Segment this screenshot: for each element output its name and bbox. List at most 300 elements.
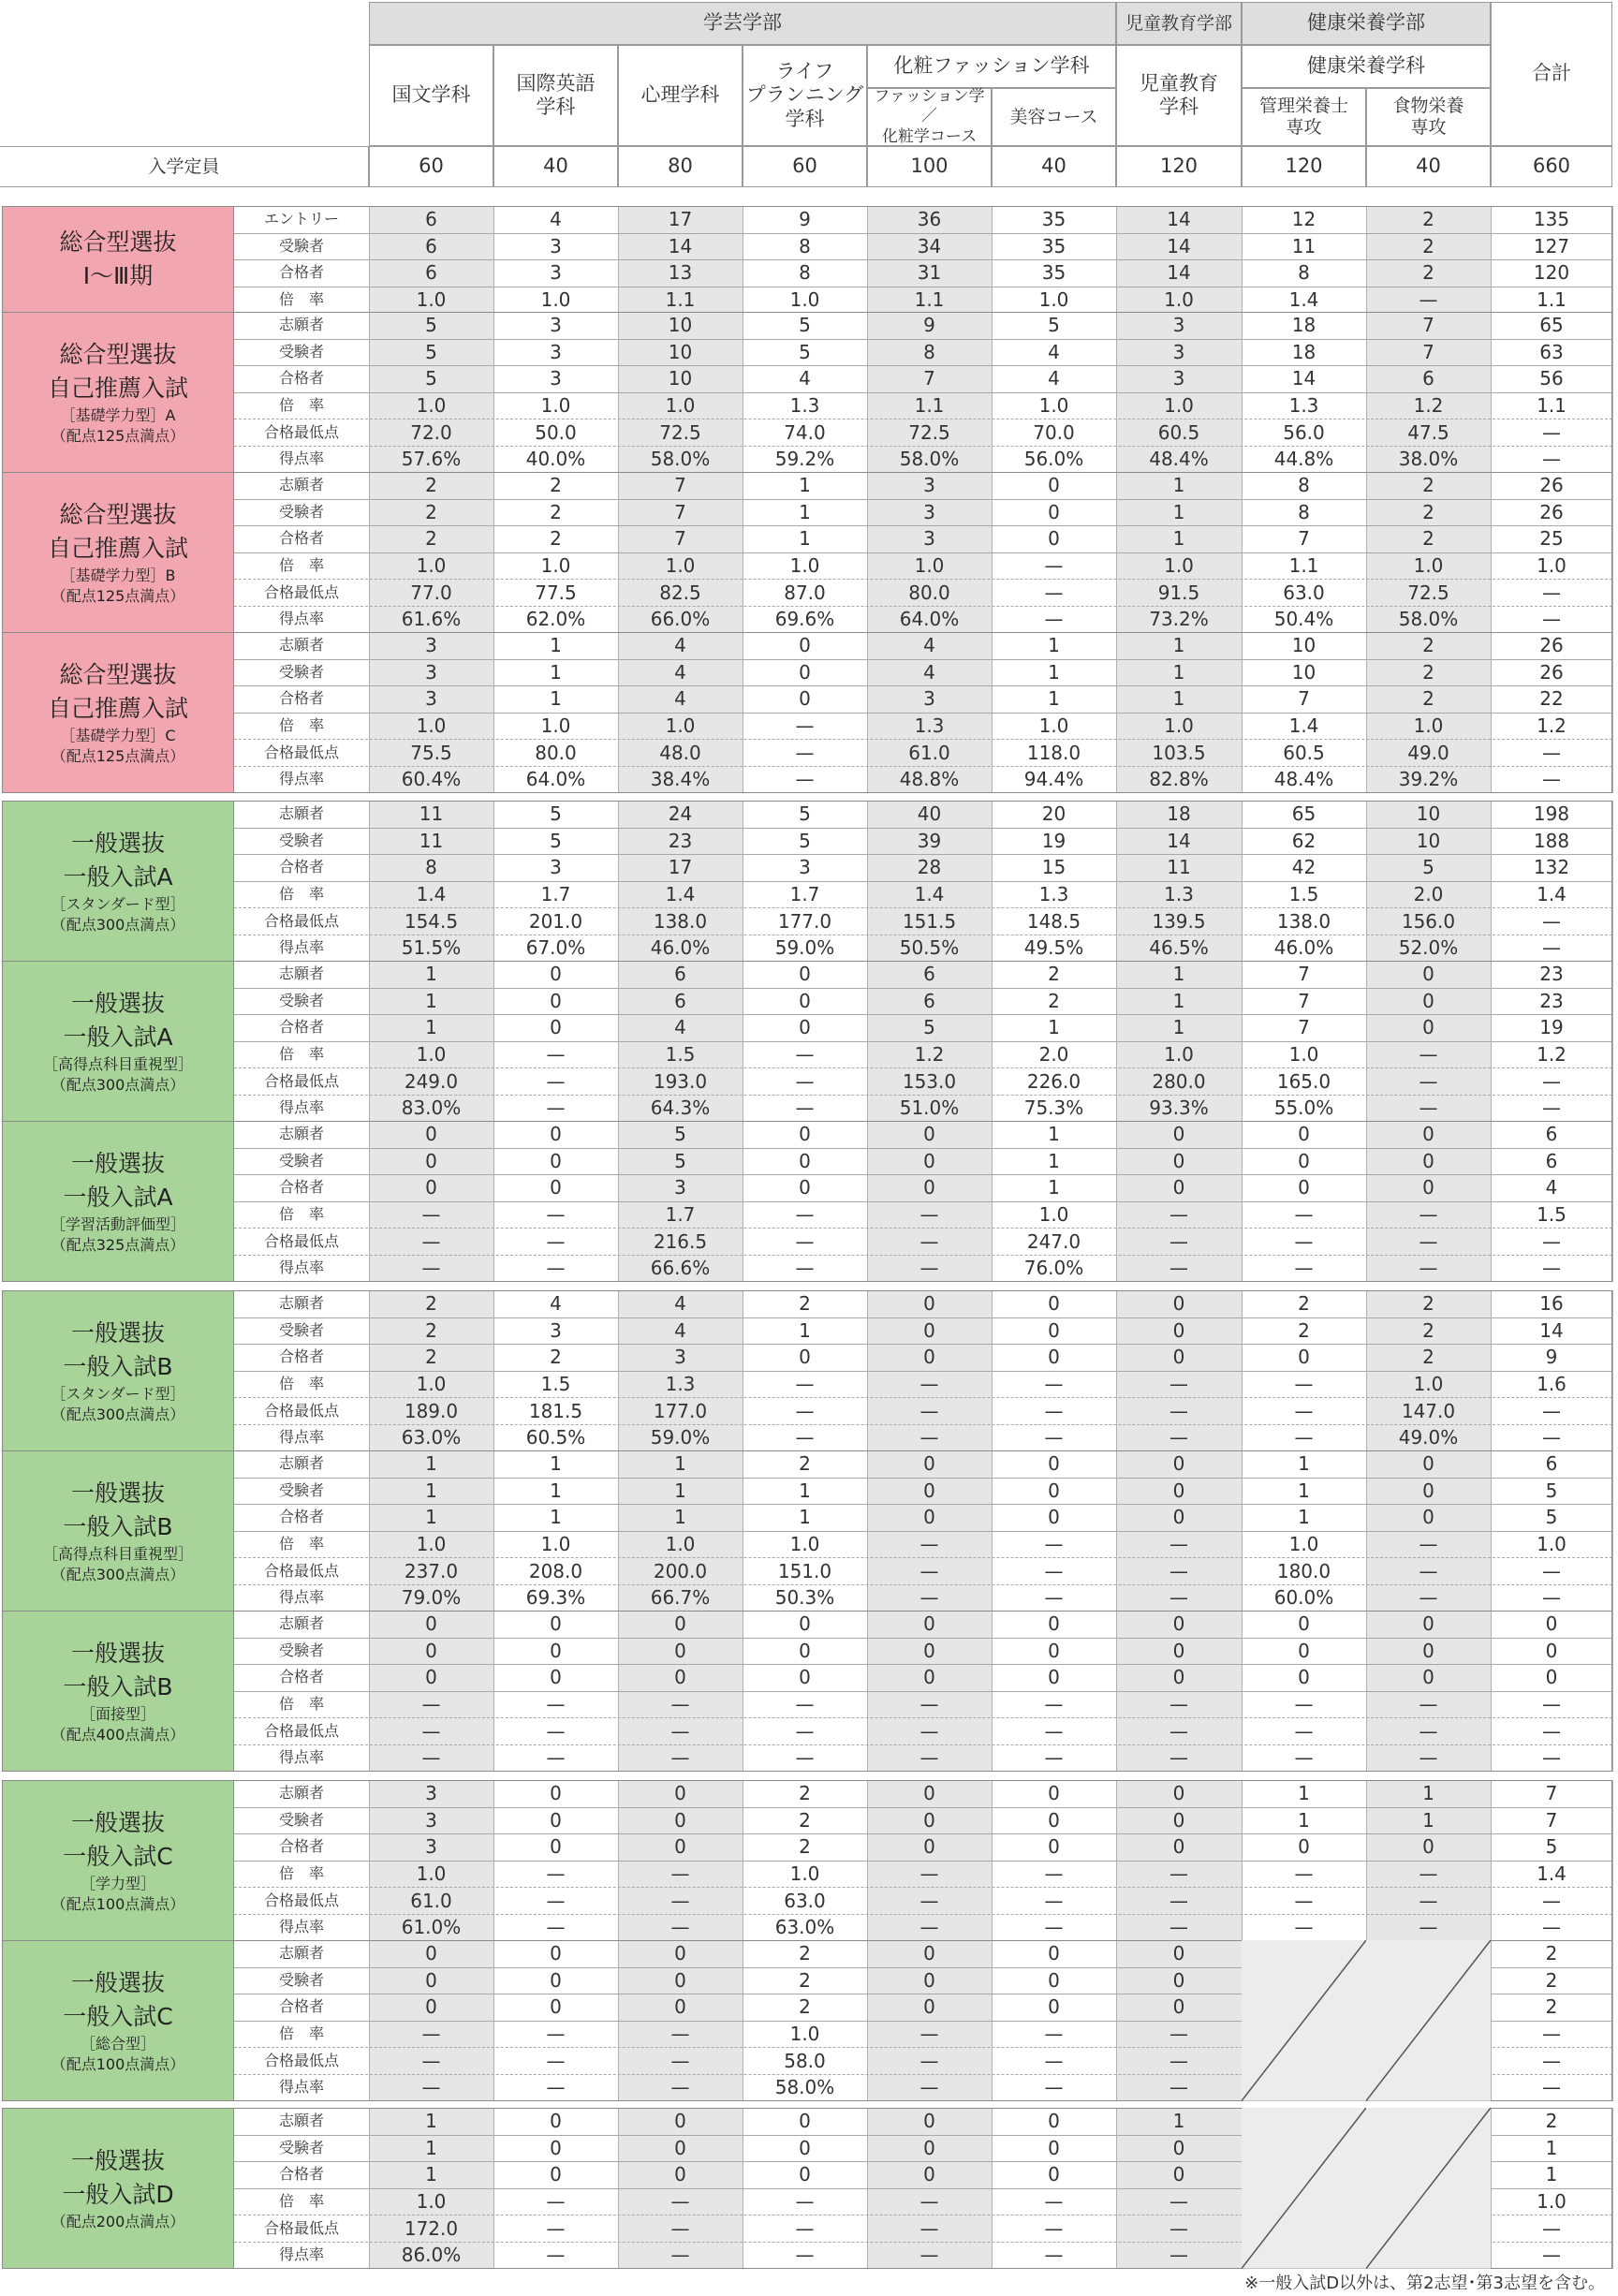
table-cell: 13 bbox=[618, 259, 743, 287]
selection-title: 一般選抜 bbox=[70, 1318, 165, 1347]
table-cell: — bbox=[618, 2021, 743, 2048]
table-cell: — bbox=[1116, 2074, 1242, 2101]
column-divider bbox=[1612, 1611, 1613, 1772]
table-cell: — bbox=[795, 1373, 815, 1396]
table-cell: 72.5 bbox=[867, 419, 992, 446]
column-divider bbox=[1242, 1290, 1243, 1451]
selection-type-2 bbox=[2, 312, 234, 473]
table-cell: 0 bbox=[550, 1782, 562, 1805]
table-cell: — bbox=[1116, 1584, 1242, 1612]
table-cell: 1 bbox=[1116, 2108, 1242, 2135]
table-cell: — bbox=[1294, 1746, 1314, 1770]
row-label: 志願者 bbox=[278, 804, 324, 823]
table-cell: 57.6% bbox=[369, 446, 493, 473]
table-cell: — bbox=[1116, 1744, 1242, 1772]
table-cell: 2 bbox=[1545, 1995, 1558, 2019]
table-cell: 4 bbox=[618, 632, 743, 659]
table-cell: 1 bbox=[1366, 1780, 1491, 1807]
table-cell: 86.0% bbox=[369, 2242, 493, 2269]
row-label: 倍 率 bbox=[278, 716, 324, 735]
table-cell: 0 bbox=[550, 1176, 562, 1200]
not-applicable-slash bbox=[1366, 2108, 1491, 2269]
column-divider bbox=[992, 312, 993, 473]
column-divider bbox=[493, 1121, 494, 1282]
table-cell: — bbox=[546, 1862, 566, 1886]
column-divider bbox=[493, 801, 494, 962]
selection-subtitle: ［基礎学力型］C bbox=[60, 726, 176, 744]
table-cell: 1 bbox=[1298, 1782, 1310, 1805]
table-cell: 1.7 bbox=[540, 883, 571, 906]
table-cell: 0 bbox=[1048, 1346, 1060, 1369]
table-cell: — bbox=[867, 1691, 992, 1718]
table-cell: 1 bbox=[369, 2108, 493, 2135]
table-cell: 35 bbox=[1041, 261, 1066, 285]
table-cell: 208.0 bbox=[528, 1559, 583, 1582]
table-cell: 76.0% bbox=[1023, 1257, 1084, 1280]
column-divider bbox=[493, 472, 494, 633]
table-cell: — bbox=[1116, 1717, 1242, 1744]
row-divider bbox=[234, 499, 1612, 500]
table-cell: 1.7 bbox=[789, 883, 820, 906]
table-cell: 7 bbox=[1298, 963, 1310, 986]
table-cell: 0 bbox=[799, 963, 811, 986]
table-cell: — bbox=[1116, 1228, 1242, 1255]
col-kokusai-eigo: 国際英語 学科 bbox=[493, 45, 618, 146]
table-cell: — bbox=[1044, 1586, 1064, 1610]
selection-subtitle: ［スタンダード型］ bbox=[51, 894, 185, 913]
col-biyou-course: 美容コース bbox=[992, 88, 1116, 146]
table-cell: 1 bbox=[1048, 1149, 1060, 1172]
table-cell: — bbox=[867, 1717, 992, 1744]
table-cell: — bbox=[546, 1746, 566, 1770]
column-divider bbox=[992, 2108, 993, 2269]
table-cell: 50.0 bbox=[535, 420, 577, 444]
table-cell: 172.0 bbox=[369, 2215, 493, 2242]
row-divider bbox=[234, 259, 1612, 260]
table-cell: 1.0 bbox=[369, 2188, 493, 2215]
table-cell: 50.3% bbox=[774, 1586, 835, 1610]
table-cell: 7 bbox=[1545, 1782, 1558, 1805]
table-cell: 1.4 bbox=[1537, 1862, 1567, 1886]
selection-subtitle: （配点125点満点） bbox=[51, 426, 185, 445]
table-cell: 7 bbox=[1366, 339, 1491, 366]
table-cell: 70.0 bbox=[1033, 420, 1075, 444]
table-cell: 9 bbox=[799, 208, 811, 231]
row-label: 合格者 bbox=[278, 858, 324, 876]
table-cell: 247.0 bbox=[1026, 1229, 1081, 1253]
table-cell: 151.5 bbox=[867, 907, 992, 935]
column-divider bbox=[992, 632, 993, 793]
table-cell: 19 bbox=[1041, 829, 1066, 852]
column-divider bbox=[1612, 632, 1613, 793]
table-cell: 5 bbox=[799, 829, 811, 852]
table-cell: 1.0 bbox=[1038, 1203, 1069, 1227]
selection-subtitle: ［基礎学力型］A bbox=[60, 405, 176, 424]
table-cell: — bbox=[1294, 1229, 1314, 1253]
table-cell: 0 bbox=[867, 1664, 992, 1691]
table-cell: 0 bbox=[1116, 1148, 1242, 1175]
table-cell: 51.0% bbox=[867, 1095, 992, 1122]
table-cell: — bbox=[1542, 2244, 1561, 2267]
row-label: 志願者 bbox=[278, 964, 324, 983]
table-cell: 0 bbox=[618, 1611, 743, 1638]
table-cell: 200.0 bbox=[618, 1557, 743, 1584]
table-cell: — bbox=[867, 1557, 992, 1584]
table-cell: 1 bbox=[369, 2135, 493, 2162]
column-divider bbox=[1366, 1121, 1367, 1282]
table-cell: 75.5 bbox=[369, 739, 493, 766]
table-cell: 0 bbox=[550, 989, 562, 1012]
table-cell: 1 bbox=[1298, 1452, 1310, 1476]
selection-subtitle: （配点200点満点） bbox=[51, 2212, 185, 2230]
col-kokubun: 国文学科 bbox=[369, 45, 493, 146]
column-divider bbox=[618, 1940, 619, 2101]
table-cell: 63.0 bbox=[1283, 581, 1325, 604]
table-cell: — bbox=[369, 1691, 493, 1718]
column-divider bbox=[1366, 801, 1367, 962]
table-cell: 156.0 bbox=[1366, 907, 1491, 935]
row-label: 合格最低点 bbox=[263, 582, 339, 601]
table-cell: — bbox=[1294, 1693, 1314, 1716]
selection-type-10 bbox=[2, 1611, 234, 1772]
table-cell: 1.0 bbox=[540, 394, 571, 418]
table-cell: 0 bbox=[1116, 1174, 1242, 1201]
table-cell: 58.0 bbox=[784, 2049, 826, 2072]
selection-title: 一般入試B bbox=[63, 1512, 173, 1540]
table-cell: 1.0 bbox=[789, 2023, 820, 2046]
table-cell: — bbox=[1366, 1201, 1491, 1229]
table-cell: 0 bbox=[799, 2136, 811, 2159]
table-cell: 0 bbox=[799, 1346, 811, 1369]
table-cell: 0 bbox=[1298, 1149, 1310, 1172]
table-cell: — bbox=[1366, 1531, 1491, 1558]
table-cell: 2 bbox=[1366, 472, 1491, 499]
table-cell: 0 bbox=[1048, 2163, 1060, 2186]
table-cell: — bbox=[867, 1255, 992, 1282]
table-cell: — bbox=[1044, 608, 1064, 631]
table-cell: 7 bbox=[1298, 1016, 1310, 1039]
table-cell: 1.1 bbox=[1537, 288, 1567, 312]
row-label: 得点率 bbox=[278, 2245, 324, 2264]
table-cell: — bbox=[546, 1043, 566, 1067]
table-cell: 0 bbox=[867, 2135, 992, 2162]
table-cell: 0 bbox=[1545, 1612, 1558, 1636]
table-cell: 1.4 bbox=[1537, 883, 1567, 906]
table-cell: 1.0 bbox=[369, 1041, 493, 1068]
row-label: 合格者 bbox=[278, 1178, 324, 1197]
table-cell: — bbox=[1044, 1559, 1064, 1582]
table-cell: 17 bbox=[618, 854, 743, 881]
table-cell: 0 bbox=[1048, 2110, 1060, 2133]
selection-title: 一般選抜 bbox=[70, 1479, 165, 1507]
table-cell: 0 bbox=[799, 1123, 811, 1146]
selection-type-11 bbox=[2, 1780, 234, 1941]
table-cell: 6 bbox=[867, 961, 992, 988]
table-cell: 0 bbox=[867, 1807, 992, 1834]
table-cell: 1.0 bbox=[618, 552, 743, 580]
row-divider bbox=[234, 659, 1612, 660]
table-cell: 226.0 bbox=[1026, 1069, 1081, 1093]
table-cell: 63 bbox=[1539, 340, 1564, 363]
footnote: ※一般入試D以外は、第2志望･第3志望を含む。 bbox=[1244, 2274, 1605, 2293]
col-fashion-cosmetic-course: ファッション学／ 化粧学コース bbox=[867, 88, 992, 146]
row-divider bbox=[234, 1478, 1612, 1479]
table-cell: 56.0% bbox=[1023, 448, 1084, 471]
table-cell: — bbox=[1366, 1914, 1491, 1941]
capacity-kanri-eiyoshi: 120 bbox=[1242, 146, 1366, 187]
table-cell: 4 bbox=[618, 1290, 743, 1317]
selection-title: 一般選抜 bbox=[70, 1149, 165, 1177]
column-divider bbox=[867, 961, 868, 1122]
table-cell: 1 bbox=[799, 474, 811, 497]
table-cell: 2 bbox=[799, 1995, 811, 2019]
table-cell: 1.0 bbox=[1038, 394, 1069, 418]
table-cell: 120 bbox=[1533, 261, 1570, 285]
table-cell: 8 bbox=[1298, 500, 1310, 523]
table-cell: — bbox=[1366, 1717, 1491, 1744]
table-cell: — bbox=[1542, 1257, 1561, 1280]
table-cell: 0 bbox=[369, 1174, 493, 1201]
column-divider bbox=[493, 1450, 494, 1612]
table-cell: 0 bbox=[867, 2161, 992, 2188]
table-cell: 0 bbox=[799, 1176, 811, 1200]
table-cell: 59.0% bbox=[774, 936, 835, 960]
column-divider bbox=[1612, 961, 1613, 1122]
table-cell: 0 bbox=[1048, 1506, 1060, 1529]
table-cell: 6 bbox=[618, 961, 743, 988]
capacity-jido-kyoiku: 120 bbox=[1116, 146, 1242, 187]
capacity-shokumotsu-eiyo: 40 bbox=[1366, 146, 1491, 187]
table-cell: — bbox=[1116, 1371, 1242, 1398]
row-label: 合格者 bbox=[278, 263, 324, 282]
col-shinri: 心理学科 bbox=[618, 45, 743, 146]
table-cell: 8 bbox=[1298, 261, 1310, 285]
table-cell: 58.0% bbox=[867, 446, 992, 473]
table-cell: 1 bbox=[1116, 632, 1242, 659]
table-cell: 177.0 bbox=[777, 909, 832, 933]
column-divider bbox=[1366, 1450, 1367, 1612]
table-cell: — bbox=[1542, 2023, 1561, 2046]
column-divider bbox=[1491, 2108, 1492, 2269]
row-divider bbox=[234, 1557, 1612, 1558]
table-cell: 1 bbox=[799, 1479, 811, 1502]
table-cell: 0 bbox=[369, 1148, 493, 1175]
column-divider bbox=[867, 632, 868, 793]
column-divider bbox=[1612, 206, 1613, 313]
table-cell: 0 bbox=[550, 2163, 562, 2186]
col-total: 合計 bbox=[1491, 2, 1612, 146]
table-cell: 2 bbox=[369, 525, 493, 552]
table-cell: 5 bbox=[799, 802, 811, 826]
column-divider bbox=[369, 801, 370, 962]
table-cell: 1.3 bbox=[789, 394, 820, 418]
column-divider bbox=[1116, 1450, 1117, 1612]
table-cell: 39.2% bbox=[1366, 766, 1491, 793]
table-cell: — bbox=[1116, 1397, 1242, 1424]
table-cell: 7 bbox=[1298, 687, 1310, 711]
table-cell: 1.0 bbox=[369, 1371, 493, 1398]
table-cell: — bbox=[546, 1916, 566, 1939]
table-cell: — bbox=[1044, 1746, 1064, 1770]
table-cell: 6 bbox=[618, 988, 743, 1015]
table-cell: — bbox=[795, 714, 815, 738]
table-cell: 64.0% bbox=[867, 606, 992, 633]
table-cell: — bbox=[867, 2242, 992, 2269]
column-divider bbox=[1366, 312, 1367, 473]
table-cell: 1.0 bbox=[1366, 713, 1491, 740]
table-cell: 198 bbox=[1533, 802, 1570, 826]
row-label: 受験者 bbox=[278, 342, 324, 361]
table-cell: 16 bbox=[1539, 1292, 1564, 1316]
column-divider bbox=[618, 206, 619, 313]
table-cell: 0 bbox=[1048, 1968, 1060, 1992]
row-label: 受験者 bbox=[278, 1480, 324, 1499]
row-divider bbox=[234, 233, 1612, 234]
row-divider bbox=[234, 828, 1612, 829]
table-cell: 0 bbox=[550, 1666, 562, 1689]
table-cell: — bbox=[1542, 608, 1561, 631]
table-cell: 77.0 bbox=[369, 579, 493, 606]
row-divider bbox=[234, 1833, 1612, 1834]
table-cell: 0 bbox=[1366, 961, 1491, 988]
table-cell: 2 bbox=[1298, 1318, 1310, 1342]
table-cell: 0 bbox=[618, 1967, 743, 1994]
table-cell: 2 bbox=[799, 1942, 811, 1965]
table-cell: — bbox=[1044, 581, 1064, 604]
row-label: 志願者 bbox=[278, 1784, 324, 1803]
table-cell: — bbox=[618, 2242, 743, 2269]
table-cell: 1 bbox=[1048, 1016, 1060, 1039]
row-divider bbox=[234, 1371, 1612, 1372]
selection-subtitle: ［高得点科目重視型］ bbox=[42, 1544, 193, 1563]
row-divider bbox=[234, 1691, 1612, 1692]
table-cell: 1.1 bbox=[618, 287, 743, 314]
table-cell: 60.5% bbox=[525, 1426, 586, 1450]
table-cell: — bbox=[1294, 1203, 1314, 1227]
table-cell: 2 bbox=[1366, 499, 1491, 526]
table-cell: 1.0 bbox=[867, 552, 992, 580]
column-divider bbox=[618, 472, 619, 633]
table-cell: 1.4 bbox=[1288, 288, 1319, 312]
row-divider bbox=[234, 1397, 1612, 1398]
table-cell: 3 bbox=[867, 499, 992, 526]
selection-type-6 bbox=[2, 961, 234, 1122]
column-divider bbox=[1116, 801, 1117, 962]
column-divider bbox=[1116, 1780, 1117, 1941]
table-cell: 0 bbox=[550, 963, 562, 986]
table-cell: 10 bbox=[1291, 660, 1316, 684]
table-cell: 3 bbox=[799, 856, 811, 879]
table-cell: 4 bbox=[618, 659, 743, 686]
col-life-planning: ライフ プランニング 学科 bbox=[743, 45, 867, 146]
table-cell: 2 bbox=[1366, 206, 1491, 233]
row-label: 志願者 bbox=[278, 1454, 324, 1473]
selection-subtitle: （配点125点満点） bbox=[51, 746, 185, 765]
row-divider bbox=[234, 1584, 1612, 1585]
row-label: 倍 率 bbox=[278, 2192, 324, 2211]
table-cell: — bbox=[546, 1203, 566, 1227]
table-cell: 0 bbox=[1366, 1478, 1491, 1505]
column-divider bbox=[618, 1121, 619, 1282]
table-cell: 193.0 bbox=[618, 1067, 743, 1095]
table-cell: 4 bbox=[550, 1292, 562, 1316]
table-cell: 2 bbox=[1545, 1942, 1558, 1965]
row-divider bbox=[234, 1317, 1612, 1318]
table-cell: 1 bbox=[1116, 499, 1242, 526]
row-label: 合格者 bbox=[278, 1508, 324, 1526]
table-cell: — bbox=[546, 2216, 566, 2240]
table-cell: 1 bbox=[1048, 660, 1060, 684]
table-cell: 0 bbox=[1048, 1782, 1060, 1805]
table-cell: 201.0 bbox=[528, 909, 583, 933]
selection-title: 総合型選抜 bbox=[59, 228, 177, 257]
table-cell: — bbox=[1542, 1916, 1561, 1939]
column-divider bbox=[867, 1780, 868, 1941]
row-divider bbox=[234, 1887, 1612, 1888]
table-cell: 0 bbox=[550, 1123, 562, 1146]
table-cell: 1 bbox=[550, 1506, 562, 1529]
table-cell: 5 bbox=[799, 340, 811, 363]
column-divider bbox=[1491, 1290, 1492, 1451]
table-cell: 6 bbox=[1366, 365, 1491, 392]
table-cell: 3 bbox=[369, 685, 493, 713]
table-cell: 0 bbox=[369, 1611, 493, 1638]
table-cell: — bbox=[1542, 1096, 1561, 1120]
table-cell: 0 bbox=[1298, 1176, 1310, 1200]
table-cell: 0 bbox=[1116, 1478, 1242, 1505]
table-cell: — bbox=[1044, 2049, 1064, 2072]
column-divider bbox=[992, 472, 993, 633]
selection-title: Ⅰ〜Ⅲ期 bbox=[82, 262, 154, 290]
table-cell: 10 bbox=[618, 365, 743, 392]
table-cell: 0 bbox=[1048, 1808, 1060, 1832]
table-cell: 177.0 bbox=[618, 1397, 743, 1424]
table-cell: — bbox=[1366, 1861, 1491, 1888]
table-cell: 2 bbox=[550, 474, 562, 497]
row-divider bbox=[234, 606, 1612, 607]
table-cell: 0 bbox=[550, 1968, 562, 1992]
selection-subtitle: ［高得点科目重視型］ bbox=[42, 1054, 193, 1073]
column-divider bbox=[992, 206, 993, 313]
table-cell: 59.0% bbox=[618, 1424, 743, 1451]
table-cell: 8 bbox=[799, 234, 811, 258]
table-cell: — bbox=[1542, 1426, 1561, 1450]
table-cell: 11 bbox=[1291, 234, 1316, 258]
table-cell: — bbox=[618, 1887, 743, 1914]
row-label: 受験者 bbox=[278, 1320, 324, 1339]
table-cell: — bbox=[369, 1717, 493, 1744]
table-cell: 5 bbox=[1048, 314, 1060, 337]
table-cell: 0 bbox=[1048, 1995, 1060, 2019]
table-cell: 3 bbox=[550, 856, 562, 879]
table-cell: 154.5 bbox=[369, 907, 493, 935]
column-divider bbox=[618, 632, 619, 793]
table-cell: 0 bbox=[1298, 1123, 1310, 1146]
row-divider bbox=[234, 1531, 1612, 1532]
table-cell: 0 bbox=[618, 2161, 743, 2188]
table-cell: 5 bbox=[867, 1014, 992, 1041]
table-cell: 0 bbox=[1048, 500, 1060, 523]
column-divider bbox=[618, 312, 619, 473]
table-cell: 69.6% bbox=[774, 608, 835, 631]
table-cell: 5 bbox=[1545, 1506, 1558, 1529]
column-divider bbox=[618, 1780, 619, 1941]
table-cell: 1 bbox=[550, 1452, 562, 1476]
table-cell: 44.8% bbox=[1273, 448, 1334, 471]
table-cell: 6 bbox=[1545, 1123, 1558, 1146]
row-divider bbox=[234, 1744, 1612, 1745]
table-cell: 4 bbox=[1048, 367, 1060, 390]
